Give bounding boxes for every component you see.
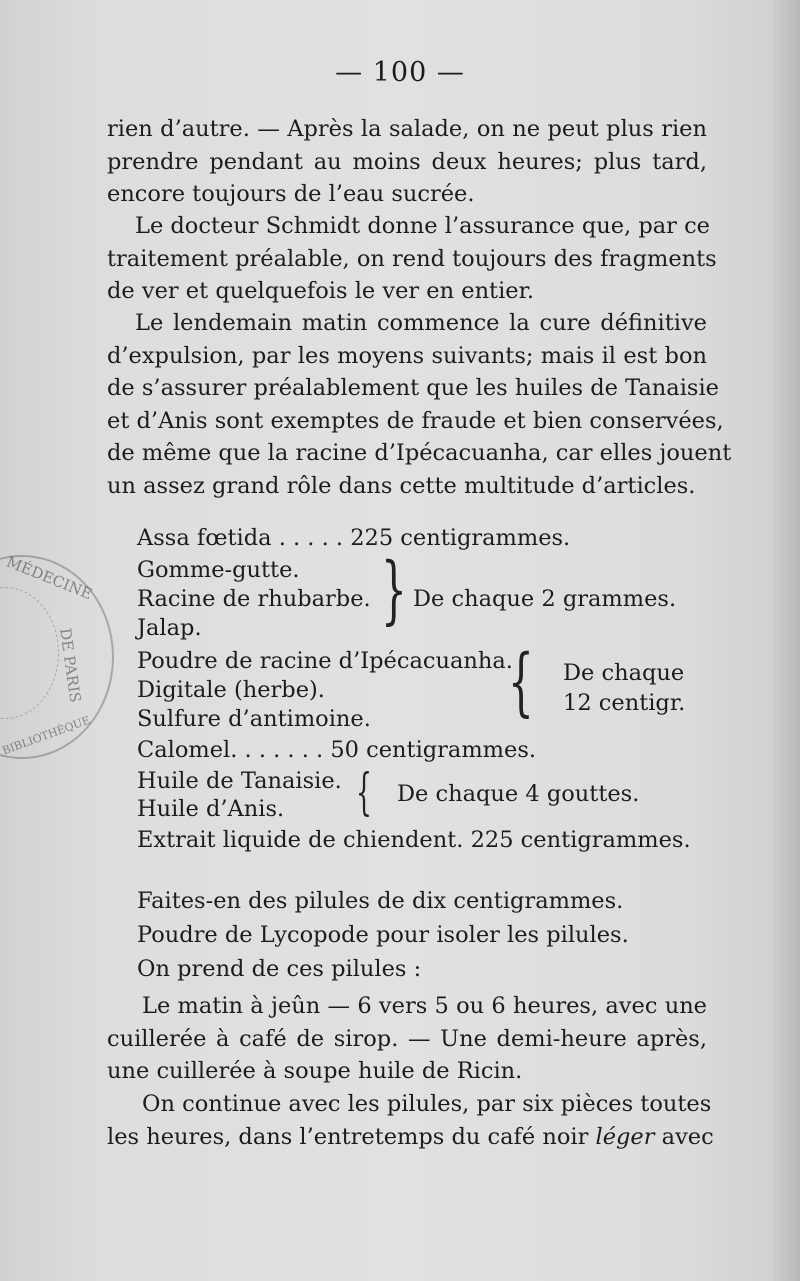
text-line: Le docteur Schmidt donne l’assurance que, par ce [135,213,710,239]
recipe-poudre-ipecacuanha: Poudre de racine d’Ipécacuanha. [137,648,513,674]
brace-group-2: { [508,639,534,725]
paragraph-continue [107,1088,714,1153]
paragraph-intro [107,113,707,211]
recipe-group1-qty: De chaque 2 grammes. [413,586,677,612]
text-line: une cuillerée à soupe huile de Ricin. [107,1058,523,1084]
recipe-gomme-gutte: Gomme-gutte. [137,557,300,583]
page-number: — 100 — [335,57,465,88]
text-line-last [107,1121,714,1154]
recipe-group2-qty-line1: De chaque [563,660,685,686]
text-line: de même que la racine d’Ipécacuanha, car elles jouent [107,440,732,466]
recipe-huile-tanaisie: Huile de Tanaisie. [137,768,342,794]
recipe-sulfure-antimoine: Sulfure d’antimoine. [137,706,371,732]
text-line: et d’Anis sont exemptes de fraude et bien conservées, [107,407,724,434]
text-line: de ver et quelquefois le ver en entier. [107,278,535,304]
text-line: un assez grand rôle dans cette multitude d’articles. [107,472,696,499]
paragraph-lendemain [107,307,732,502]
text-line: prendre pendant au moins deux heures; plus tard, [107,148,707,175]
brace-group-3: { [356,763,372,821]
recipe-racine-rhubarbe: Racine de rhubarbe. [137,586,371,612]
recipe-jalap: Jalap. [137,615,202,641]
recipe-huile-anis: Huile d’Anis. [137,796,285,822]
stamp-text-bottom: BIBLIOTHÈQUE [0,713,92,758]
text-line: encore toujours de l’eau sucrée. [107,181,475,207]
paragraph-matin [107,990,707,1088]
recipe-group3-qty: De chaque 4 gouttes. [397,781,640,807]
text-segment: avec [661,1123,714,1150]
recipe-digitale: Digitale (herbe). [137,677,325,703]
stamp-text-top: MÉDECINE [3,552,95,604]
stamp-text-right: DE PARIS [56,627,85,704]
text-line: Le matin à jeûn — 6 vers 5 ou 6 heures, avec une [142,993,707,1019]
paragraph-schmidt [107,210,717,308]
text-line: traitement préalable, on rend toujours des fragments [107,245,717,272]
recipe-group2-qty-line2: 12 centigr. [563,690,686,716]
text-line: rien d’autre. — Après la salade, on ne peut plus rien [107,116,707,142]
text-line: cuillerée à café de sirop. — Une demi-heure après, [107,1025,707,1052]
text-line: Le lendemain matin commence la cure définitive [135,310,707,336]
text-italic-leger: léger [595,1123,655,1150]
recipe-calomel: Calomel. . . . . . . 50 centigrammes. [137,737,537,763]
stamp-portrait [0,587,59,719]
instruction-pilules: Faites-en des pilules de dix centigrammes. [137,888,624,914]
text-line: On continue avec les pilules, par six pièces toutes [142,1091,712,1117]
instruction-lycopode: Poudre de Lycopode pour isoler les pilules. [137,922,629,948]
recipe-assa-foetida: Assa fœtida . . . . . 225 centigrammes. [137,525,571,551]
brace-group-1: } [381,547,407,633]
text-line: de s’assurer préalablement que les huiles de Tanaisie [107,375,719,401]
library-stamp [0,552,114,759]
text-line: d’expulsion, par les moyens suivants; mais il est bon [107,342,707,369]
recipe-extrait-chiendent: Extrait liquide de chiendent. 225 centigrammes. [137,827,691,853]
text-segment: les heures, dans l’entretemps du café noir [107,1123,589,1150]
page-edge [772,0,800,1281]
instruction-prend: On prend de ces pilules : [137,956,422,982]
